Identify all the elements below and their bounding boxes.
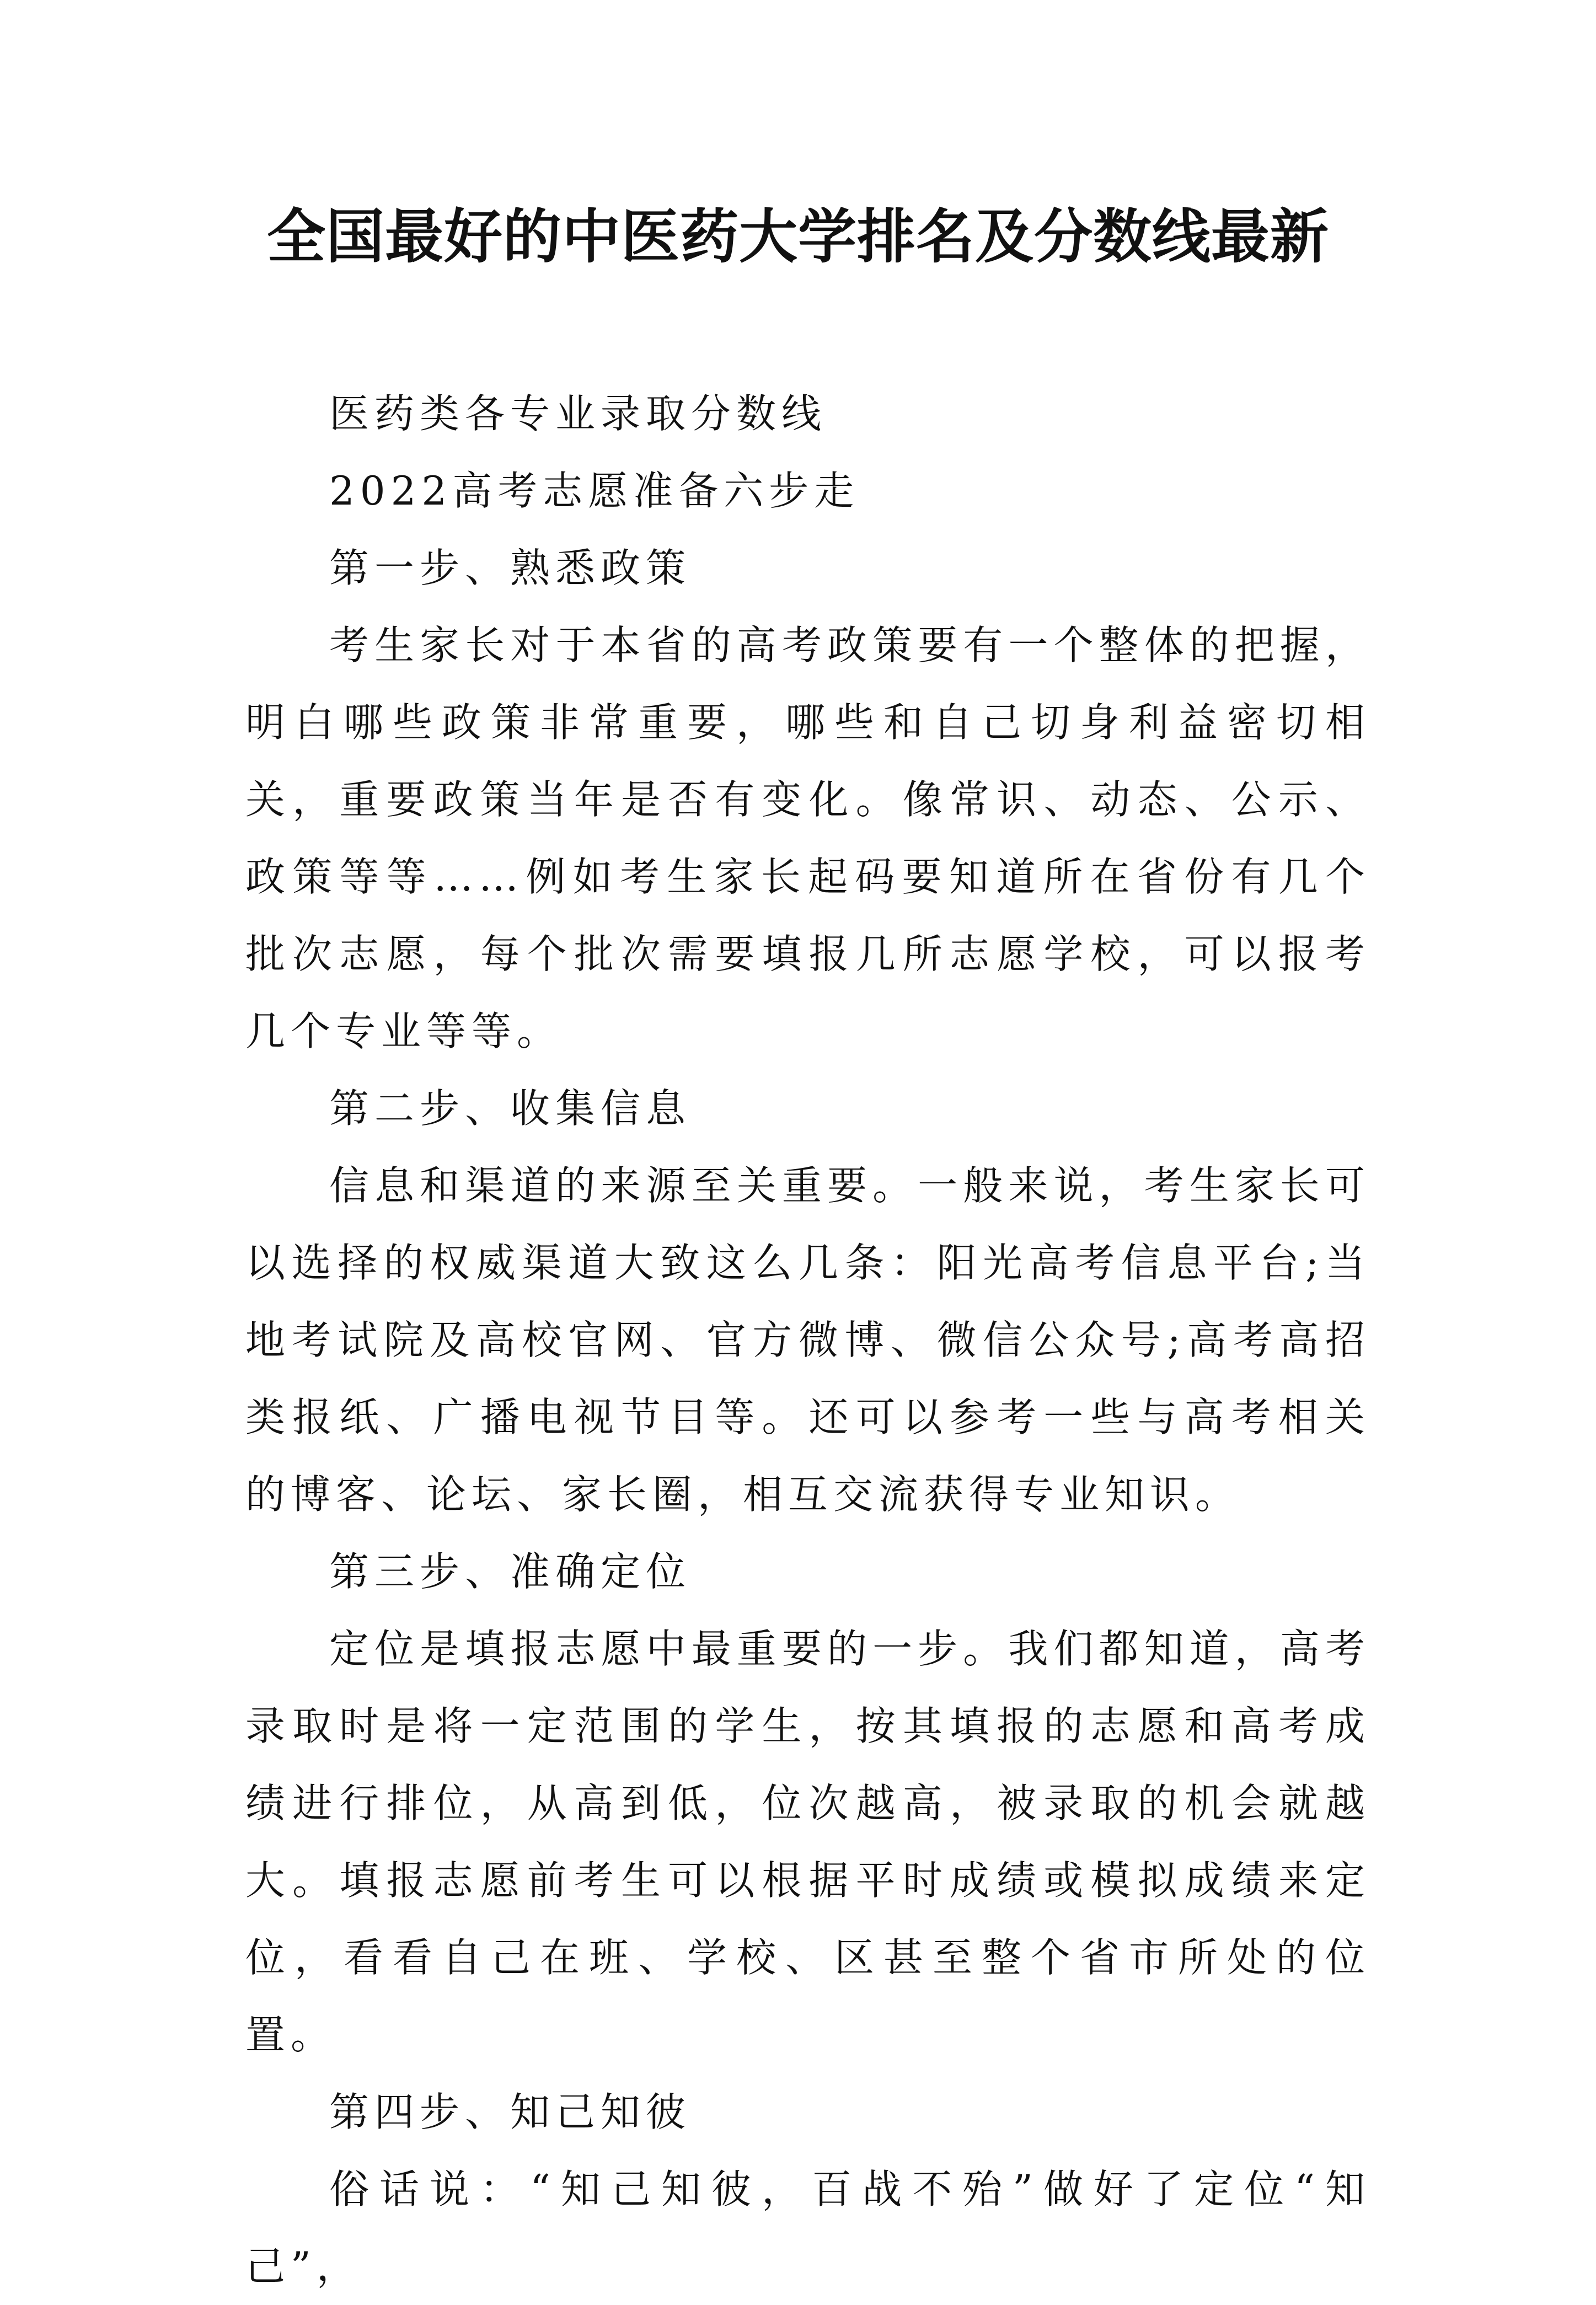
step-3-heading: 第三步、准确定位 bbox=[329, 1548, 692, 1595]
paragraph-heading-six-steps: 2022高考志愿准备六步走 bbox=[329, 468, 860, 514]
step-1-text: 考生家长对于本省的高考政策要有一个整体的把握，明白哪些政策非常重要，哪些和自己切身利益密切相关，重要政策当年是否有变化。像常识、动态、公示、政策等等……例如考生家长起码要知道所在省份有几个批次志愿，每个批次需要填报几所志愿学校，可以报考几个专业等等。 bbox=[245, 622, 1370, 1054]
document-body bbox=[245, 375, 1370, 2305]
step-2-text: 信息和渠道的来源至关重要。一般来说，考生家长可以选择的权威渠道大致这么几条：阳光高考信息平台;当地考试院及高校官网、官方微博、微信公众号;高考高招类报纸、广播电视节目等。还可以参考一些与高考相关的博客、论坛、家长圈，相互交流获得专业知识。 bbox=[245, 1162, 1370, 1518]
step-4-text: 俗话说：“知己知彼，百战不殆”做好了定位“知己”， bbox=[245, 2166, 1370, 2290]
paragraph-heading-scores: 医药类各专业录取分数线 bbox=[329, 390, 827, 437]
step-1-heading: 第一步、熟悉政策 bbox=[329, 545, 692, 591]
step-4-heading: 第四步、知己知彼 bbox=[329, 2089, 692, 2135]
step-3-text: 定位是填报志愿中最重要的一步。我们都知道，高考录取时是将一定范围的学生，按其填报的志愿和高考成绩进行排位，从高到低，位次越高，被录取的机会就越大。填报志愿前考生可以根据平时成绩或模拟成绩来定位，看看自己在班、学校、区甚至整个省市所处的位置。 bbox=[245, 1626, 1370, 2058]
document-title: 全国最好的中医药大学排名及分数线最新 bbox=[267, 203, 1329, 271]
step-2-heading: 第二步、收集信息 bbox=[329, 1085, 692, 1132]
